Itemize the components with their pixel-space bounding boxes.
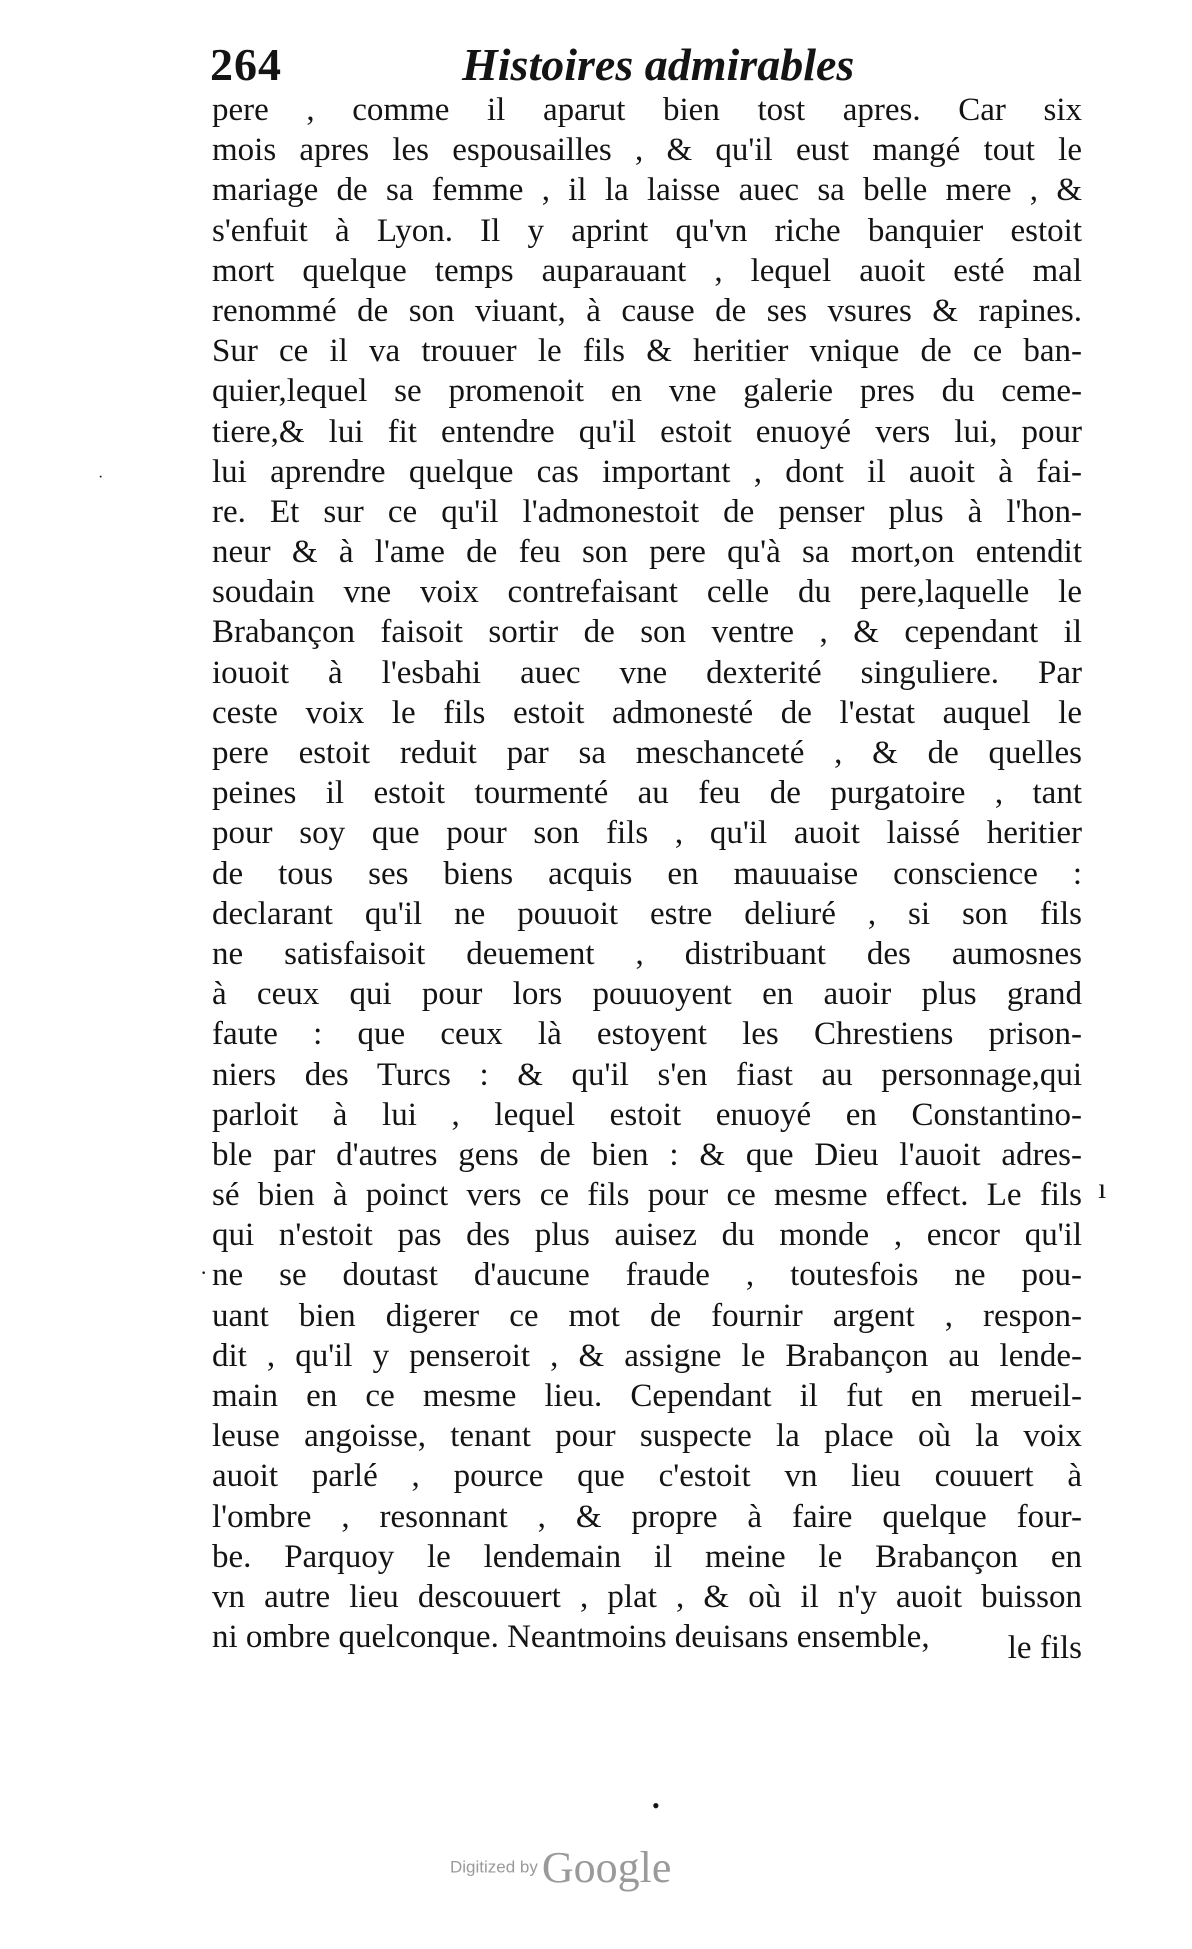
text-line: niers des Turcs : & qu'il s'en fiast au personnage,qui — [212, 1056, 1082, 1093]
text-line: tiere,& lui fit entendre qu'il estoit enuoyé vers lui, pour — [212, 413, 1082, 450]
text-line: sé bien à poinct vers ce fils pour ce mesme effect. Le fils — [212, 1177, 1082, 1214]
ink-speck: · — [200, 1260, 208, 1285]
running-head: Histoires admirables — [462, 39, 855, 90]
text-line: mariage de sa femme , il la laisse auec sa belle mere , & — [212, 172, 1082, 209]
text-line: mois apres les espousailles , & qu'il eust mangé tout le — [212, 132, 1082, 169]
text-line: pour soy que pour son fils , qu'il auoit laissé heritier — [212, 815, 1082, 852]
text-line: main en ce mesme lieu. Cependant il fut en merueil- — [212, 1378, 1082, 1414]
ink-speck: · — [98, 469, 104, 486]
text-line: qui n'estoit pas des plus auisez du monde , encor qu'il — [212, 1217, 1082, 1254]
text-line: ne se doutast d'aucune fraude , toutesfois ne pou- — [212, 1257, 1082, 1294]
text-line: neur & à l'ame de feu son pere qu'à sa mort,on entendit — [212, 534, 1082, 571]
text-line: dit , qu'il y penseroit , & assigne le Brabançon au lende- — [212, 1337, 1082, 1374]
text-line: ceste voix le fils estoit admonesté de l'estat auquel le — [212, 694, 1082, 731]
text-line: quier,lequel se promenoit en vne galerie pres du ceme- — [212, 373, 1082, 410]
text-line: à ceux qui pour lors pouuoyent en auoir plus grand — [212, 976, 1082, 1013]
digitized-by-watermark — [450, 1842, 671, 1893]
ink-speck: ı — [1098, 1172, 1107, 1205]
text-line: parloit à lui , lequel estoit enuoyé en Constantino- — [212, 1096, 1082, 1133]
text-line: de tous ses biens acquis en mauuaise conscience : — [212, 855, 1082, 892]
text-line: ni ombre quelconque. Neantmoins deuisans ensemble, — [212, 1619, 930, 1656]
text-line: be. Parquoy le lendemain il meine le Brabançon en — [212, 1538, 1082, 1575]
text-line: ne satisfaisoit deuement , distribuant des aumosnes — [212, 935, 1082, 972]
text-line: ble par d'autres gens de bien : & que Dieu l'auoit adres- — [212, 1136, 1082, 1173]
text-line: soudain vne voix contrefaisant celle du pere,laquelle le — [212, 574, 1082, 611]
text-line: re. Et sur ce qu'il l'admonestoit de penser plus à l'hon- — [212, 493, 1082, 530]
text-line: Brabançon faisoit sortir de son ventre , & cependant il — [212, 614, 1082, 651]
text-line: vn autre lieu descouuert , plat , & où il n'y auoit buisson — [212, 1578, 1082, 1615]
digitized-label: Digitized by — [450, 1857, 538, 1877]
text-line: peines il estoit tourmenté au feu de purgatoire , tant — [212, 775, 1082, 812]
text-line: pere , comme il aparut bien tost apres. Car six — [212, 92, 1082, 128]
page-number: 264 — [210, 39, 282, 90]
text-line: leuse angoisse, tenant pour suspecte la place où la voix — [212, 1418, 1082, 1455]
ink-speck: • — [652, 1793, 660, 1818]
text-line: Sur ce il va trouuer le fils & heritier vnique de ce ban- — [212, 333, 1082, 370]
text-line: renommé de son viuant, à cause de ses vsures & rapines. — [212, 292, 1082, 329]
text-line: l'ombre , resonnant , & propre à faire quelque four- — [212, 1498, 1082, 1535]
text-line: auoit parlé , pource que c'estoit vn lieu couuert à — [212, 1458, 1082, 1495]
text-line: lui aprendre quelque cas important , dont il auoit à fai- — [212, 453, 1082, 490]
text-line: mort quelque temps auparauant , lequel auoit esté mal — [212, 252, 1082, 289]
google-logo: Google — [541, 1843, 672, 1892]
catchword: le fils — [1007, 1630, 1082, 1666]
text-line: declarant qu'il ne pouuoit estre deliuré , si son fils — [212, 895, 1082, 932]
text-line: faute : que ceux là estoyent les Chrestiens prison- — [212, 1016, 1082, 1053]
text-line: iouoit à l'esbahi auec vne dexterité singuliere. Par — [212, 654, 1082, 691]
body-text — [212, 90, 1082, 1657]
text-line: pere estoit reduit par sa meschanceté , & de quelles — [212, 735, 1082, 771]
text-line: uant bien digerer ce mot de fournir argent , respon- — [212, 1297, 1082, 1334]
text-line: s'enfuit à Lyon. Il y aprint qu'vn riche banquier estoit — [212, 212, 1082, 249]
